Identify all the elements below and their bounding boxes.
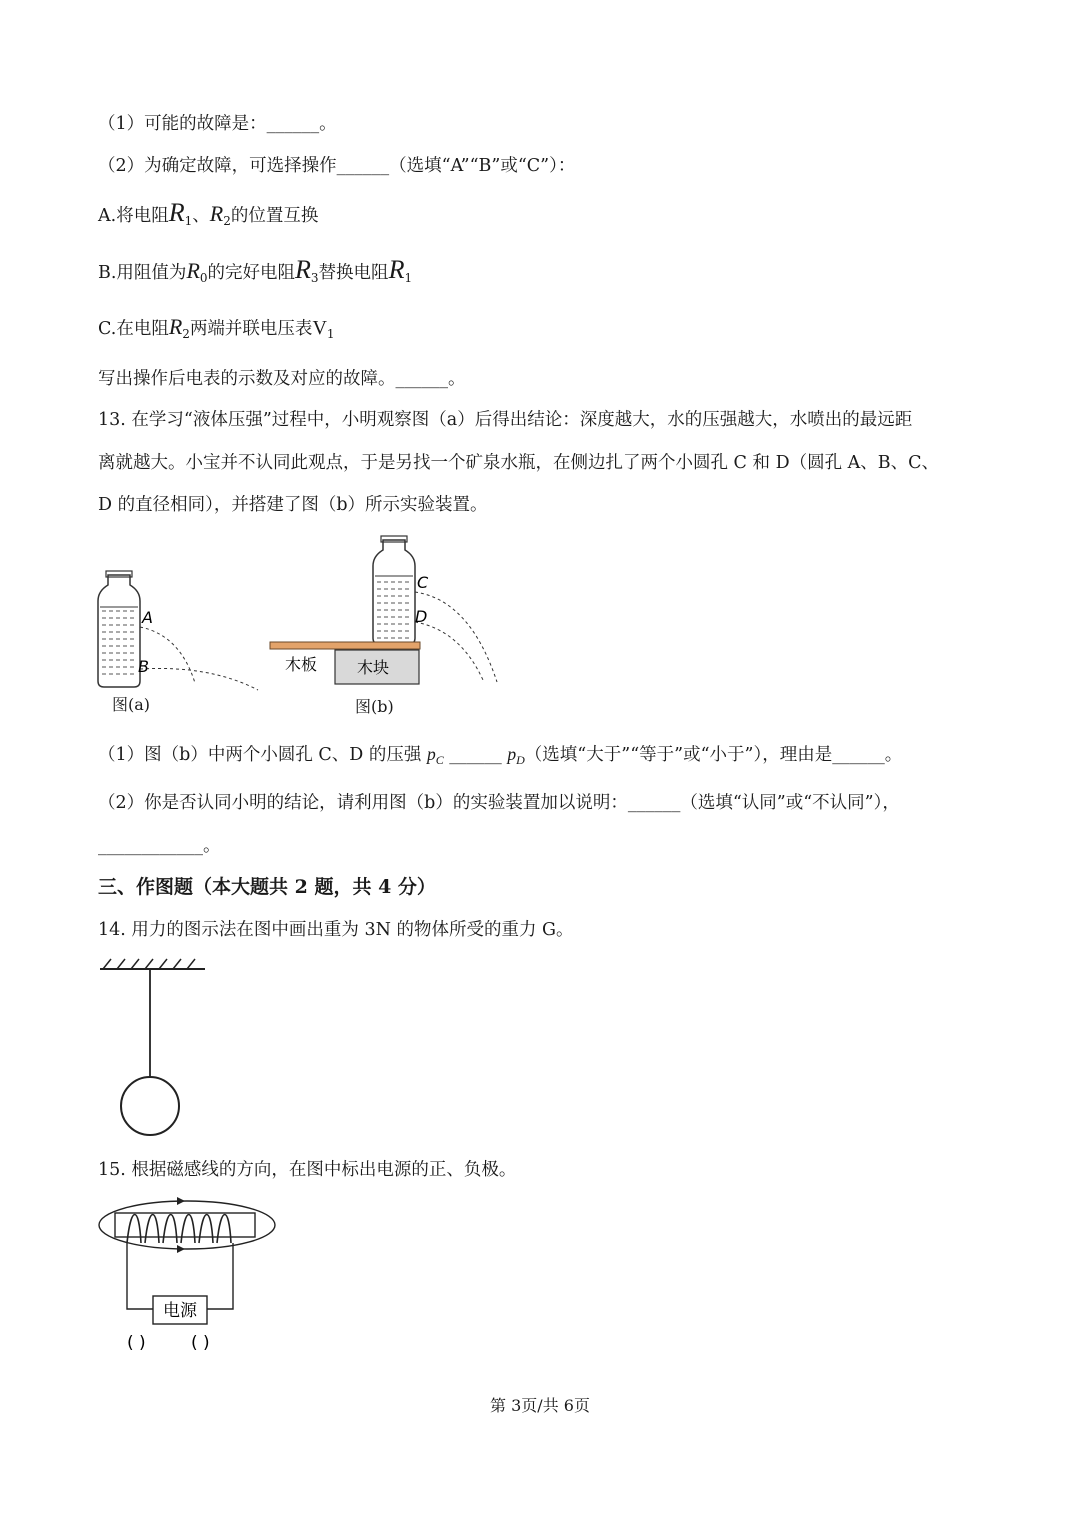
- q12-write-result: 写出操作后电表的示数及对应的故障。______。: [98, 369, 466, 389]
- figure-a: [90, 565, 270, 695]
- q13-text-line3: D 的直径相同），并搭建了图（b）所示实验装置。: [98, 495, 488, 515]
- q13-sub1: （1）图（b）中两个小圆孔 C、D 的压强 $p_C$ ______ $p_D$（选填“大于”“等于”或“小于”），理由是______。: [98, 744, 903, 767]
- wire-left: [127, 1243, 153, 1309]
- fig-a-caption: 图(a): [112, 695, 151, 714]
- jet-b: [140, 668, 258, 690]
- q12-option-a: A.将电阻$R_1$、$R_2$的位置互换: [98, 198, 319, 228]
- q13-sub2-line2: ____________。: [98, 836, 221, 856]
- bottle-b: [373, 540, 415, 644]
- label-a: A: [142, 608, 153, 627]
- jet-d: [415, 622, 483, 680]
- power-source-label: 电源: [163, 1301, 197, 1321]
- q13-text-line1: 13. 在学习“液体压强”过程中，小明观察图（a）后得出结论：深度越大，水的压强越大，水喷出的最远距: [98, 410, 913, 430]
- fig-b-caption: 图(b): [355, 697, 394, 716]
- q12-option-c: C.在电阻$R_2$两端并联电压表$V_1$: [98, 314, 335, 341]
- ceiling-hatch: [103, 959, 195, 969]
- block-label: 木块: [357, 658, 390, 677]
- figure-b: [265, 530, 535, 690]
- section3-heading: 三、作图题（本大题共 2 题，共 4 分）: [98, 876, 436, 898]
- ball: [121, 1077, 179, 1135]
- terminal-paren-left: ( ): [127, 1333, 146, 1353]
- label-d: D: [415, 607, 428, 626]
- water-a: [102, 611, 136, 674]
- q12-sub1: （1）可能的故障是：______。: [98, 114, 337, 134]
- board-label: 木板: [285, 655, 318, 674]
- q15-solenoid-figure: [95, 1195, 285, 1355]
- q14-pendulum-figure: [95, 955, 215, 1145]
- label-c: C: [417, 573, 429, 592]
- jet-c: [415, 592, 497, 682]
- label-b: B: [138, 657, 149, 676]
- q12-sub2: （2）为确定故障，可选择操作______（选填“A”“B”或“C”）：: [98, 156, 576, 176]
- field-arrow-top: [177, 1197, 185, 1205]
- q12-option-b: B.用阻值为$R_0$的完好电阻$R_3$替换电阻$R_1$: [98, 255, 413, 285]
- wire-right: [207, 1243, 233, 1309]
- q13-text-line2: 离就越大。小宝并不认同此观点，于是另找一个矿泉水瓶，在侧边扎了两个小圆孔 C 和 D（圆孔 A、B、C、: [98, 453, 940, 473]
- q15-text: 15. 根据磁感线的方向，在图中标出电源的正、负极。: [98, 1160, 517, 1180]
- field-arrow-bottom: [177, 1245, 185, 1253]
- solenoid-core: [115, 1213, 255, 1237]
- terminal-paren-right: ( ): [191, 1333, 210, 1353]
- page-footer: 第 3页/共 6页: [490, 1396, 590, 1415]
- wood-board: [270, 642, 420, 649]
- q13-sub2: （2）你是否认同小明的结论，请利用图（b）的实验装置加以说明：______（选填“认同”或“不认同”），: [98, 793, 900, 813]
- bottle-a: [98, 575, 140, 687]
- q14-text: 14. 用力的图示法在图中画出重为 3N 的物体所受的重力 G。: [98, 920, 574, 940]
- water-b: [377, 582, 411, 638]
